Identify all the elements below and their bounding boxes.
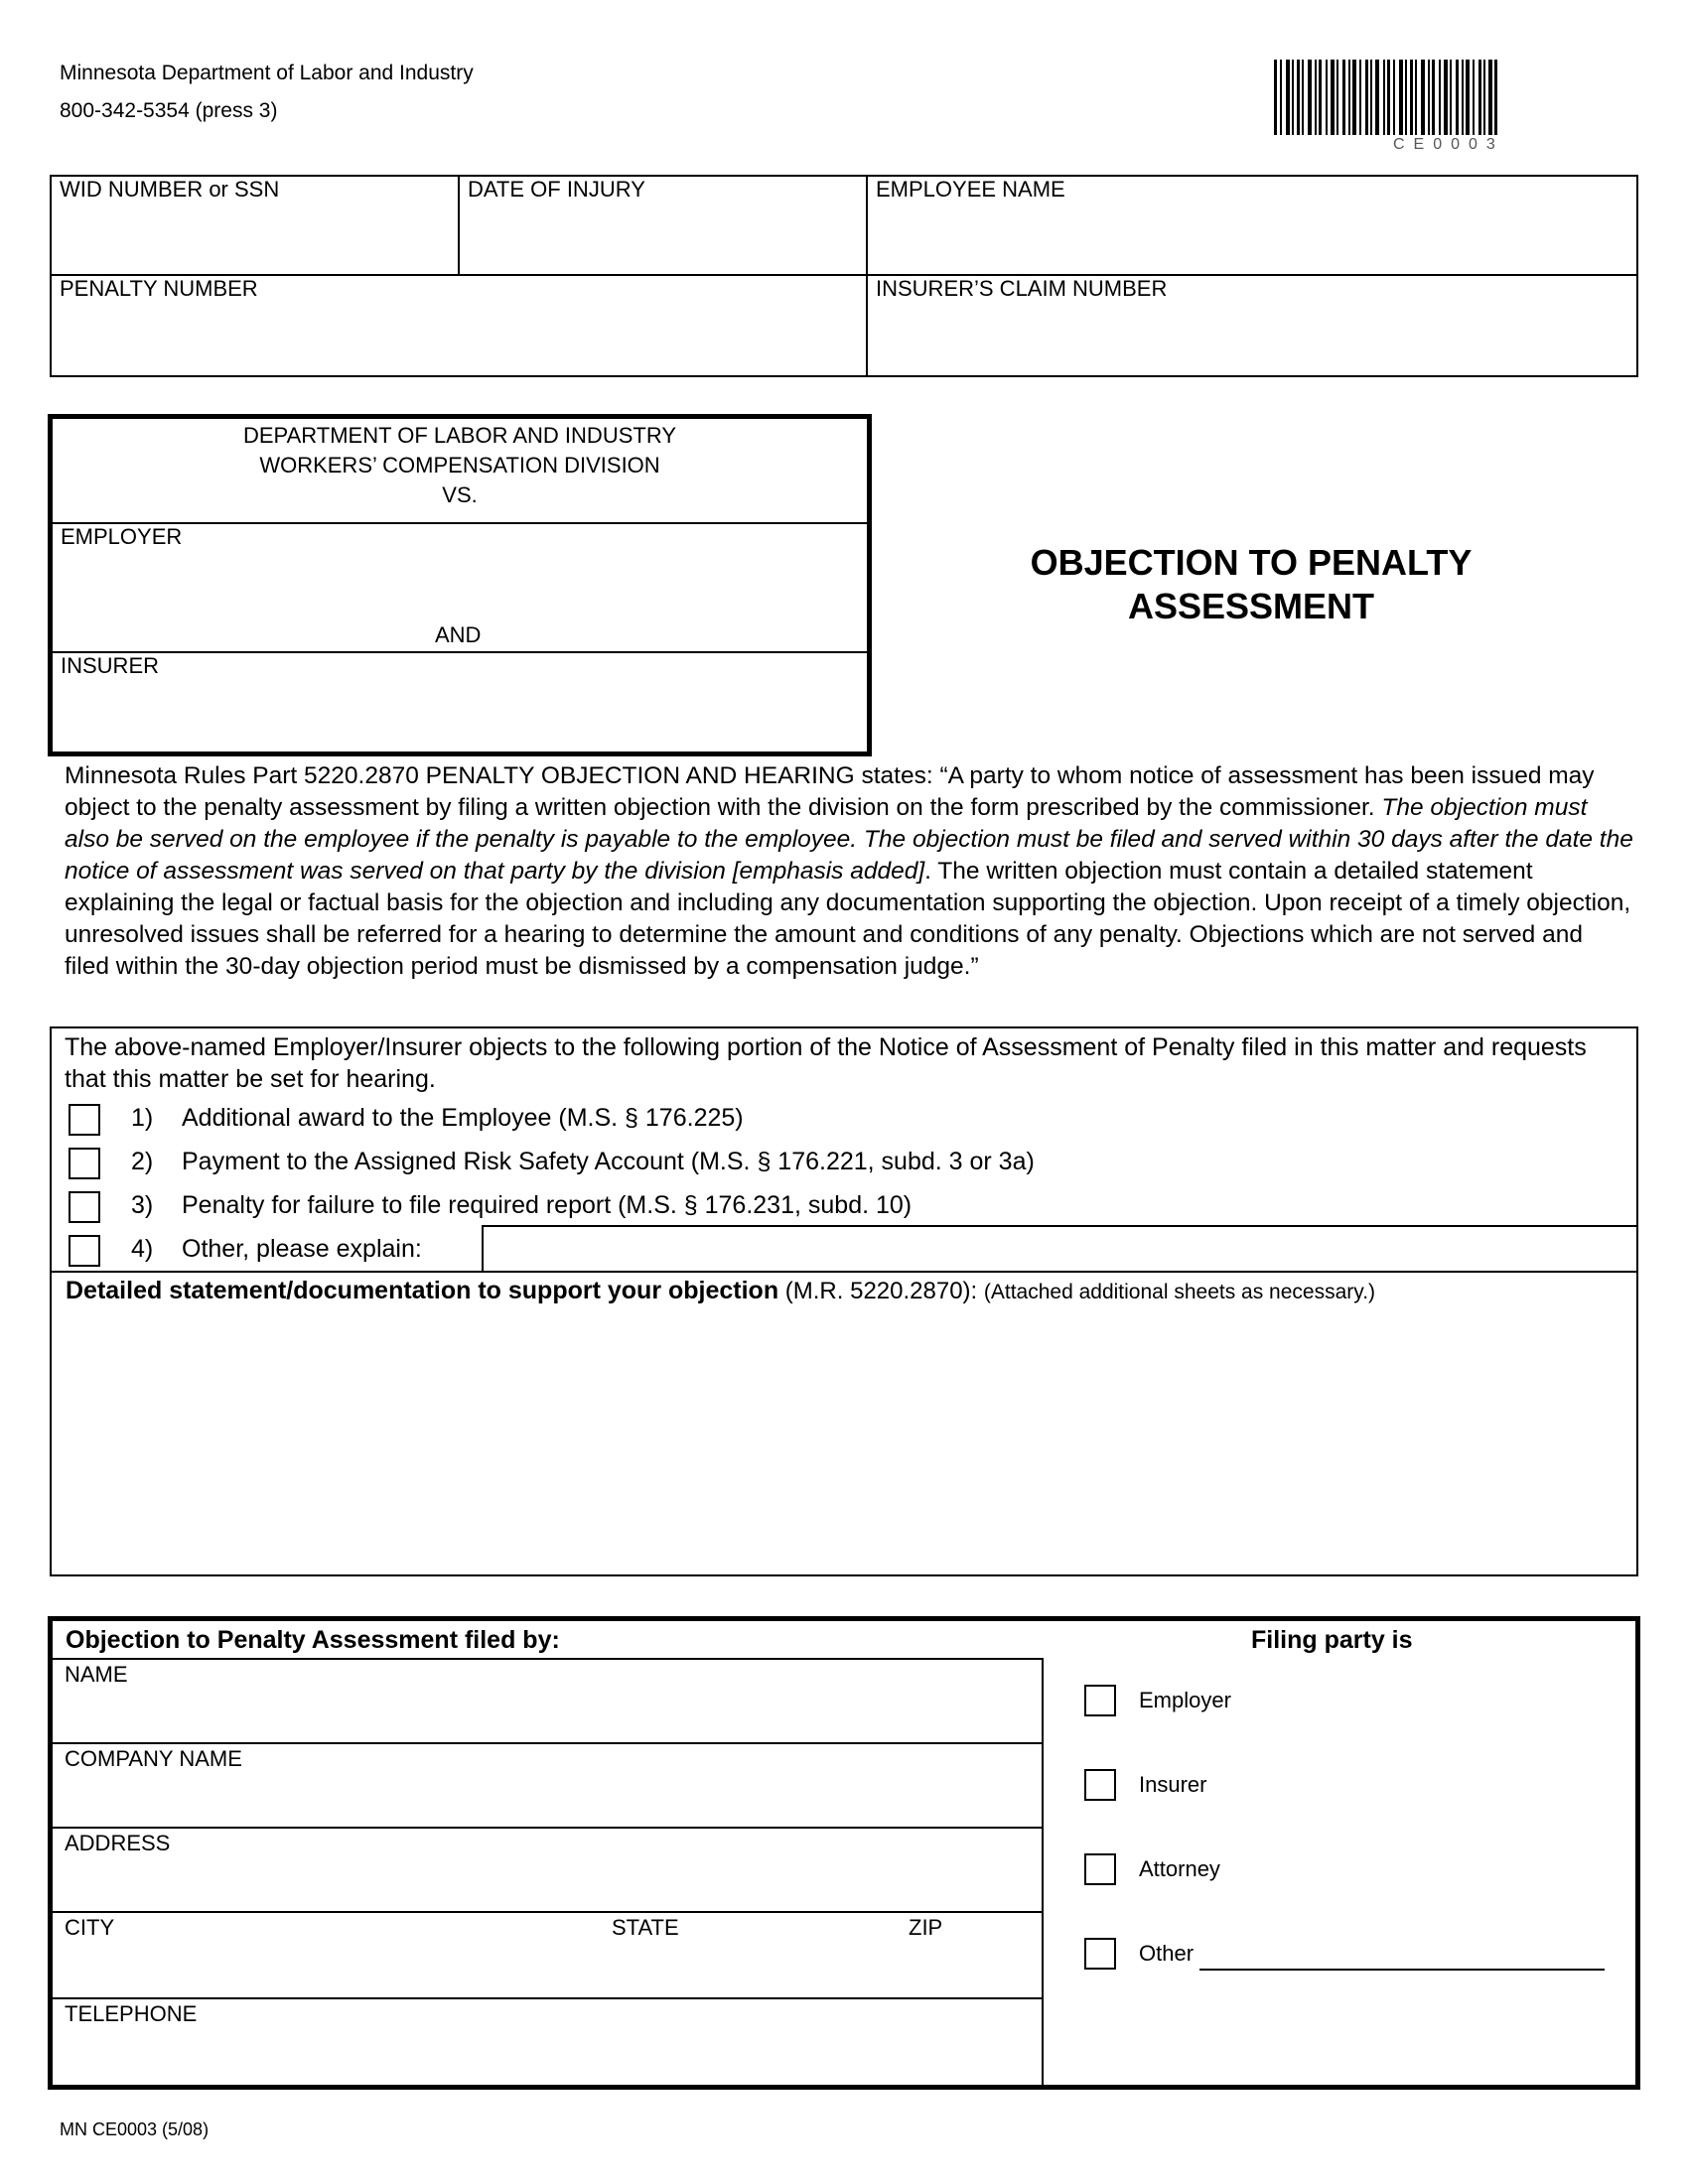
objection-option-2-label: Payment to the Assigned Risk Safety Account (M.S. § 176.221, subd. 3 or 3a) (182, 1148, 1035, 1175)
wid-label: WID NUMBER or SSN (60, 177, 280, 202)
detail-note: (Attached additional sheets as necessary.) (983, 1281, 1376, 1303)
filing-party-employer-checkbox[interactable] (1084, 1685, 1116, 1716)
employer-field[interactable] (53, 524, 867, 650)
telephone-field[interactable] (53, 1999, 1042, 2085)
filing-party-insurer-label: Insurer (1139, 1772, 1207, 1797)
employer-label: EMPLOYER (61, 524, 183, 549)
objection-option-4-label: Other, please explain: (182, 1235, 422, 1263)
parties-heading (53, 421, 867, 510)
insurer-field[interactable] (53, 653, 867, 751)
name-label: NAME (65, 1662, 128, 1687)
objection-option-4-checkbox[interactable] (69, 1235, 100, 1267)
parties-line2: WORKERS’ COMPENSATION DIVISION (259, 453, 660, 478)
telephone-label: TELEPHONE (65, 2001, 198, 2026)
other-explain-input[interactable] (482, 1225, 1638, 1271)
form-id: MN CE0003 (5/08) (60, 2119, 210, 2139)
address-label: ADDRESS (65, 1831, 171, 1855)
objection-option-4-num: 4) (131, 1235, 154, 1263)
name-field[interactable] (53, 1660, 1042, 1741)
objection-option-2-checkbox[interactable] (69, 1148, 100, 1179)
objection-option-1-label: Additional award to the Employee (M.S. § 176.225) (182, 1104, 744, 1132)
filing-party-other-label: Other (1139, 1941, 1195, 1966)
rules-part2: . The written objection must contain a detailed statement explaining the legal or factual basis for the objection and including any documentation supporting the objection. Upon receipt of a timely objection, unresolved issues shall be referred for a hearing to determine the amount and conditions of any penalty. Objections which are not served and filed within the 30-day objection period must be dismissed by a compensation judge.” (65, 858, 1631, 980)
form-title-line2: ASSESSMENT (1127, 586, 1375, 626)
and-label: AND (435, 622, 482, 647)
insurer-claim-field[interactable] (866, 274, 1638, 377)
company-name-label: COMPANY NAME (65, 1746, 242, 1771)
detail-statement-area[interactable] (52, 1310, 1636, 1574)
rules-part1: Minnesota Rules Part 5220.2870 PENALTY OBJECTION AND HEARING states: “A party to whom notice of assessment has been issued may object to the penalty assessment by filing a written objection with the division on the form prescribed by the commissioner. (65, 762, 1595, 821)
objection-intro: The above-named Employer/Insurer objects to the following portion of the Notice of Assessment of Penalty filed in this matter and requests that this matter be set for hearing. (65, 1033, 1587, 1093)
barcode-code: CE0003 (1393, 136, 1504, 153)
filing-party-heading: Filing party is (1251, 1626, 1413, 1654)
parties-line1: DEPARTMENT OF LABOR AND INDUSTRY (242, 423, 676, 448)
filing-party-attorney-label: Attorney (1139, 1856, 1220, 1881)
filing-party-other-checkbox[interactable] (1084, 1938, 1116, 1970)
detail-statement-heading (66, 1277, 1375, 1305)
city-label: CITY (65, 1915, 115, 1940)
city-state-zip-field[interactable] (53, 1913, 1042, 1996)
form-title (953, 541, 1549, 628)
barcode (1274, 60, 1621, 155)
employee-name-field[interactable] (866, 175, 1638, 274)
date-of-injury-field[interactable] (458, 175, 866, 274)
insurer-label: INSURER (61, 653, 160, 678)
detail-ref: (M.R. 5220.2870): (778, 1278, 984, 1304)
objection-option-3-label: Penalty for failure to file required report (M.S. § 176.231, subd. 10) (182, 1191, 913, 1219)
employee-name-label: EMPLOYEE NAME (876, 177, 1065, 202)
objection-option-1-checkbox[interactable] (69, 1104, 100, 1136)
company-name-field[interactable] (53, 1744, 1042, 1826)
date-of-injury-label: DATE OF INJURY (468, 177, 645, 202)
detail-bold: Detailed statement/documentation to support your objection (66, 1277, 779, 1304)
insurer-claim-label: INSURER’S CLAIM NUMBER (876, 276, 1168, 301)
filing-party-other-input[interactable] (1199, 1969, 1605, 1971)
rules-italic: The objection must also be served on the employee if the penalty is payable to the employee. The objection must be filed and served within 30 days after the date the notice of assessment was served on that party by the division [emphasis added] (65, 794, 1633, 885)
filing-party-attorney-checkbox[interactable] (1084, 1853, 1116, 1885)
filing-party-insurer-checkbox[interactable] (1084, 1769, 1116, 1801)
objection-option-1-num: 1) (131, 1104, 154, 1132)
penalty-number-field[interactable] (50, 274, 866, 377)
parties-vs: VS. (442, 482, 478, 507)
address-field[interactable] (53, 1829, 1042, 1910)
zip-label: ZIP (909, 1915, 943, 1940)
barcode-bars (1274, 60, 1621, 135)
penalty-number-label: PENALTY NUMBER (60, 276, 258, 301)
agency-name: Minnesota Department of Labor and Industry (60, 62, 474, 84)
filed-by-heading: Objection to Penalty Assessment filed by: (66, 1626, 560, 1654)
objection-option-3-num: 3) (131, 1191, 154, 1219)
agency-phone: 800-342-5354 (press 3) (60, 99, 278, 122)
form-title-line1: OBJECTION TO PENALTY (1030, 542, 1473, 583)
filing-party-employer-label: Employer (1139, 1688, 1231, 1712)
wid-field[interactable] (50, 175, 458, 274)
rules-paragraph (65, 760, 1633, 983)
objection-option-2-num: 2) (131, 1148, 154, 1175)
state-label: STATE (612, 1915, 679, 1940)
objection-option-3-checkbox[interactable] (69, 1191, 100, 1223)
